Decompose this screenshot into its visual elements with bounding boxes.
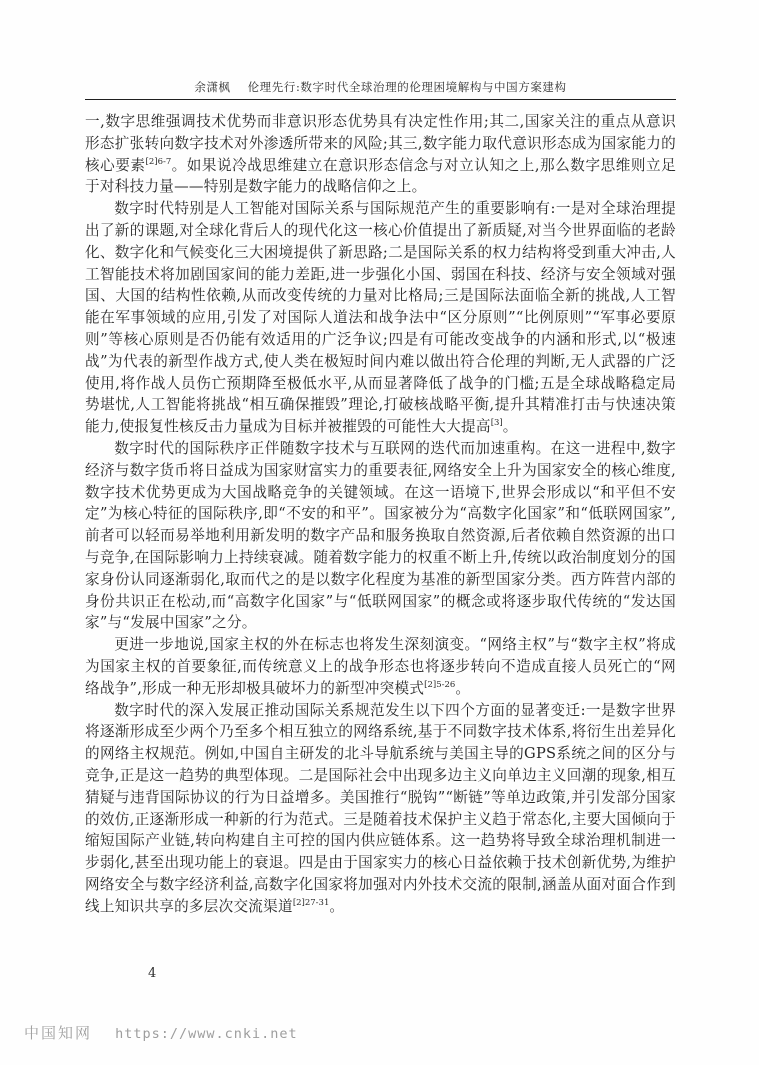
paragraph bbox=[85, 700, 676, 918]
citation-superscript: [2]5-26 bbox=[424, 679, 456, 690]
header-rule bbox=[85, 99, 676, 100]
paragraph-text: 。如果说冷战思维建立在意识形态信念与对立认知之上,那么数字思维则立足于对科技力量——特别是数字能力的战略信仰之上。 bbox=[85, 156, 676, 196]
citation-superscript: [3] bbox=[490, 418, 503, 429]
watermark-url: https://www.cnki.net bbox=[115, 1026, 298, 1042]
paragraph-text: 数字时代的国际秩序正伴随数字技术与互联网的迭代而加速重构。在这一进程中,数字经济与数字货币将日益成为国家财富实力的重要表征,网络安全上升为国家安全的核心维度,数字技术优势更成为大国战略竞争的关键领域。在这一语境下,世界会形成以“和平但不安定”为核心特征的国际秩序,即“不安的和平”。国家被分为“高数字化国家”和“低联网国家”,前者可以轻而易举地利用新发明的数字产品和服务换取自然资源,后者依赖自然资源的出口与竞争,在国际影响力上持续衰减。随着数字能力的权重不断上升,传统以政治制度划分的国家身份认同逐渐弱化,取而代之的是以数字化程度为基准的新型国家分类。西方阵营内部的身份共识正在松动,而“高数字化国家”与“低联网国家”的概念或将逐步取代传统的“发达国家”与“发展中国家”之分。 bbox=[85, 439, 676, 632]
header-article-title: 伦理先行:数字时代全球治理的伦理困境解构与中国方案建构 bbox=[247, 80, 567, 94]
paragraph bbox=[85, 198, 676, 438]
watermark bbox=[24, 1022, 298, 1043]
paragraph-text: 。 bbox=[329, 897, 345, 915]
paragraph-text: 。 bbox=[502, 418, 518, 436]
paragraph-text: 数字时代的深入发展正推动国际关系规范发生以下四个方面的显著变迁:一是数字世界将逐渐形成至少两个乃至多个相互独立的网络系统,基于不同数字技术体系,将衍生出差异化的网络主权规范。例如,中国自主研发的北斗导航系统与美国主导的GPS系统之间的区分与竞争,正是这一趋势的典型体现。二是国际社会中出现多边主义向单边主义回潮的现象,相互猜疑与违背国际协议的行为日益增多。美国推行“脱钩”“断链”等单边政策,并引发部分国家的效仿,正逐渐形成一种新的行为范式。三是随着技术保护主义趋于常态化,主要大国倾向于缩短国际产业链,转向构建自主可控的国内供应链体系。这一趋势将导致全球治理机制进一步弱化,甚至出现功能上的衰退。四是由于国家实力的核心日益依赖于技术创新优势,为维护网络安全与数字经济利益,高数字化国家将加强对内外技术交流的限制,涵盖从面对面合作到线上知识共享的多层次交流渠道 bbox=[85, 701, 676, 915]
paragraph-text: 。 bbox=[455, 679, 471, 697]
article-body bbox=[85, 111, 676, 917]
paragraph bbox=[85, 634, 676, 699]
paragraph-text: 一,数字思维强调技术优势而非意识形态优势具有决定性作用;其二,国家关注的重点从意识形态扩张转向数字技术对外渗透所带来的风险;其三,数字能力取代意识形态成为国家能力的核心要素 bbox=[85, 113, 676, 174]
paragraph bbox=[85, 111, 676, 198]
watermark-site-name: 中国知网 bbox=[24, 1024, 93, 1042]
running-header bbox=[85, 79, 676, 95]
paragraph-text: 更进一步地说,国家主权的外在标志也将发生深刻演变。“网络主权”与“数字主权”将成为国家主权的首要象征,而传统意义上的战争形态也将逐步转向不造成直接人员死亡的“网络战争”,形成一种无形却极具破坏力的新型冲突模式 bbox=[85, 636, 676, 697]
header-author: 余潇枫 bbox=[194, 80, 231, 94]
paragraph-text: 数字时代特别是人工智能对国际关系与国际规范产生的重要影响有:一是对全球治理提出了新的课题,对全球化背后人的现代化这一核心价值提出了新质疑,对当今世界面临的老龄化、数字化和气候变化三大困境提供了新思路;二是国际关系的权力结构将受到重大冲击,人工智能技术将加剧国家间的能力差距,进一步强化小国、弱国在科技、经济与安全领域对强国、大国的结构性依赖,从而改变传统的力量对比格局;三是国际法面临全新的挑战,人工智能在军事领域的应用,引发了对国际人道法和战争法中“区分原则”“比例原则”“军事必要原则”等核心原则是否仍能有效适用的广泛争议;四是有可能改变战争的内涵和形式,以“极速战”为代表的新型作战方式,使人类在极短时间内难以做出符合伦理的判断,无人武器的广泛使用,将作战人员伤亡预期降至极低水平,从而显著降低了战争的门槛;五是全球战略稳定局势堪忧,人工智能将挑战“相互确保摧毁”理论,打破核战略平衡,提升其精准打击与快速决策能力,使报复性核反击力量成为目标并被摧毁的可能性大大提高 bbox=[85, 200, 676, 436]
page-number: 4 bbox=[148, 966, 157, 981]
citation-superscript: [2]6-7 bbox=[145, 156, 172, 167]
paragraph bbox=[85, 438, 676, 634]
citation-superscript: [2]27-31 bbox=[292, 897, 330, 908]
